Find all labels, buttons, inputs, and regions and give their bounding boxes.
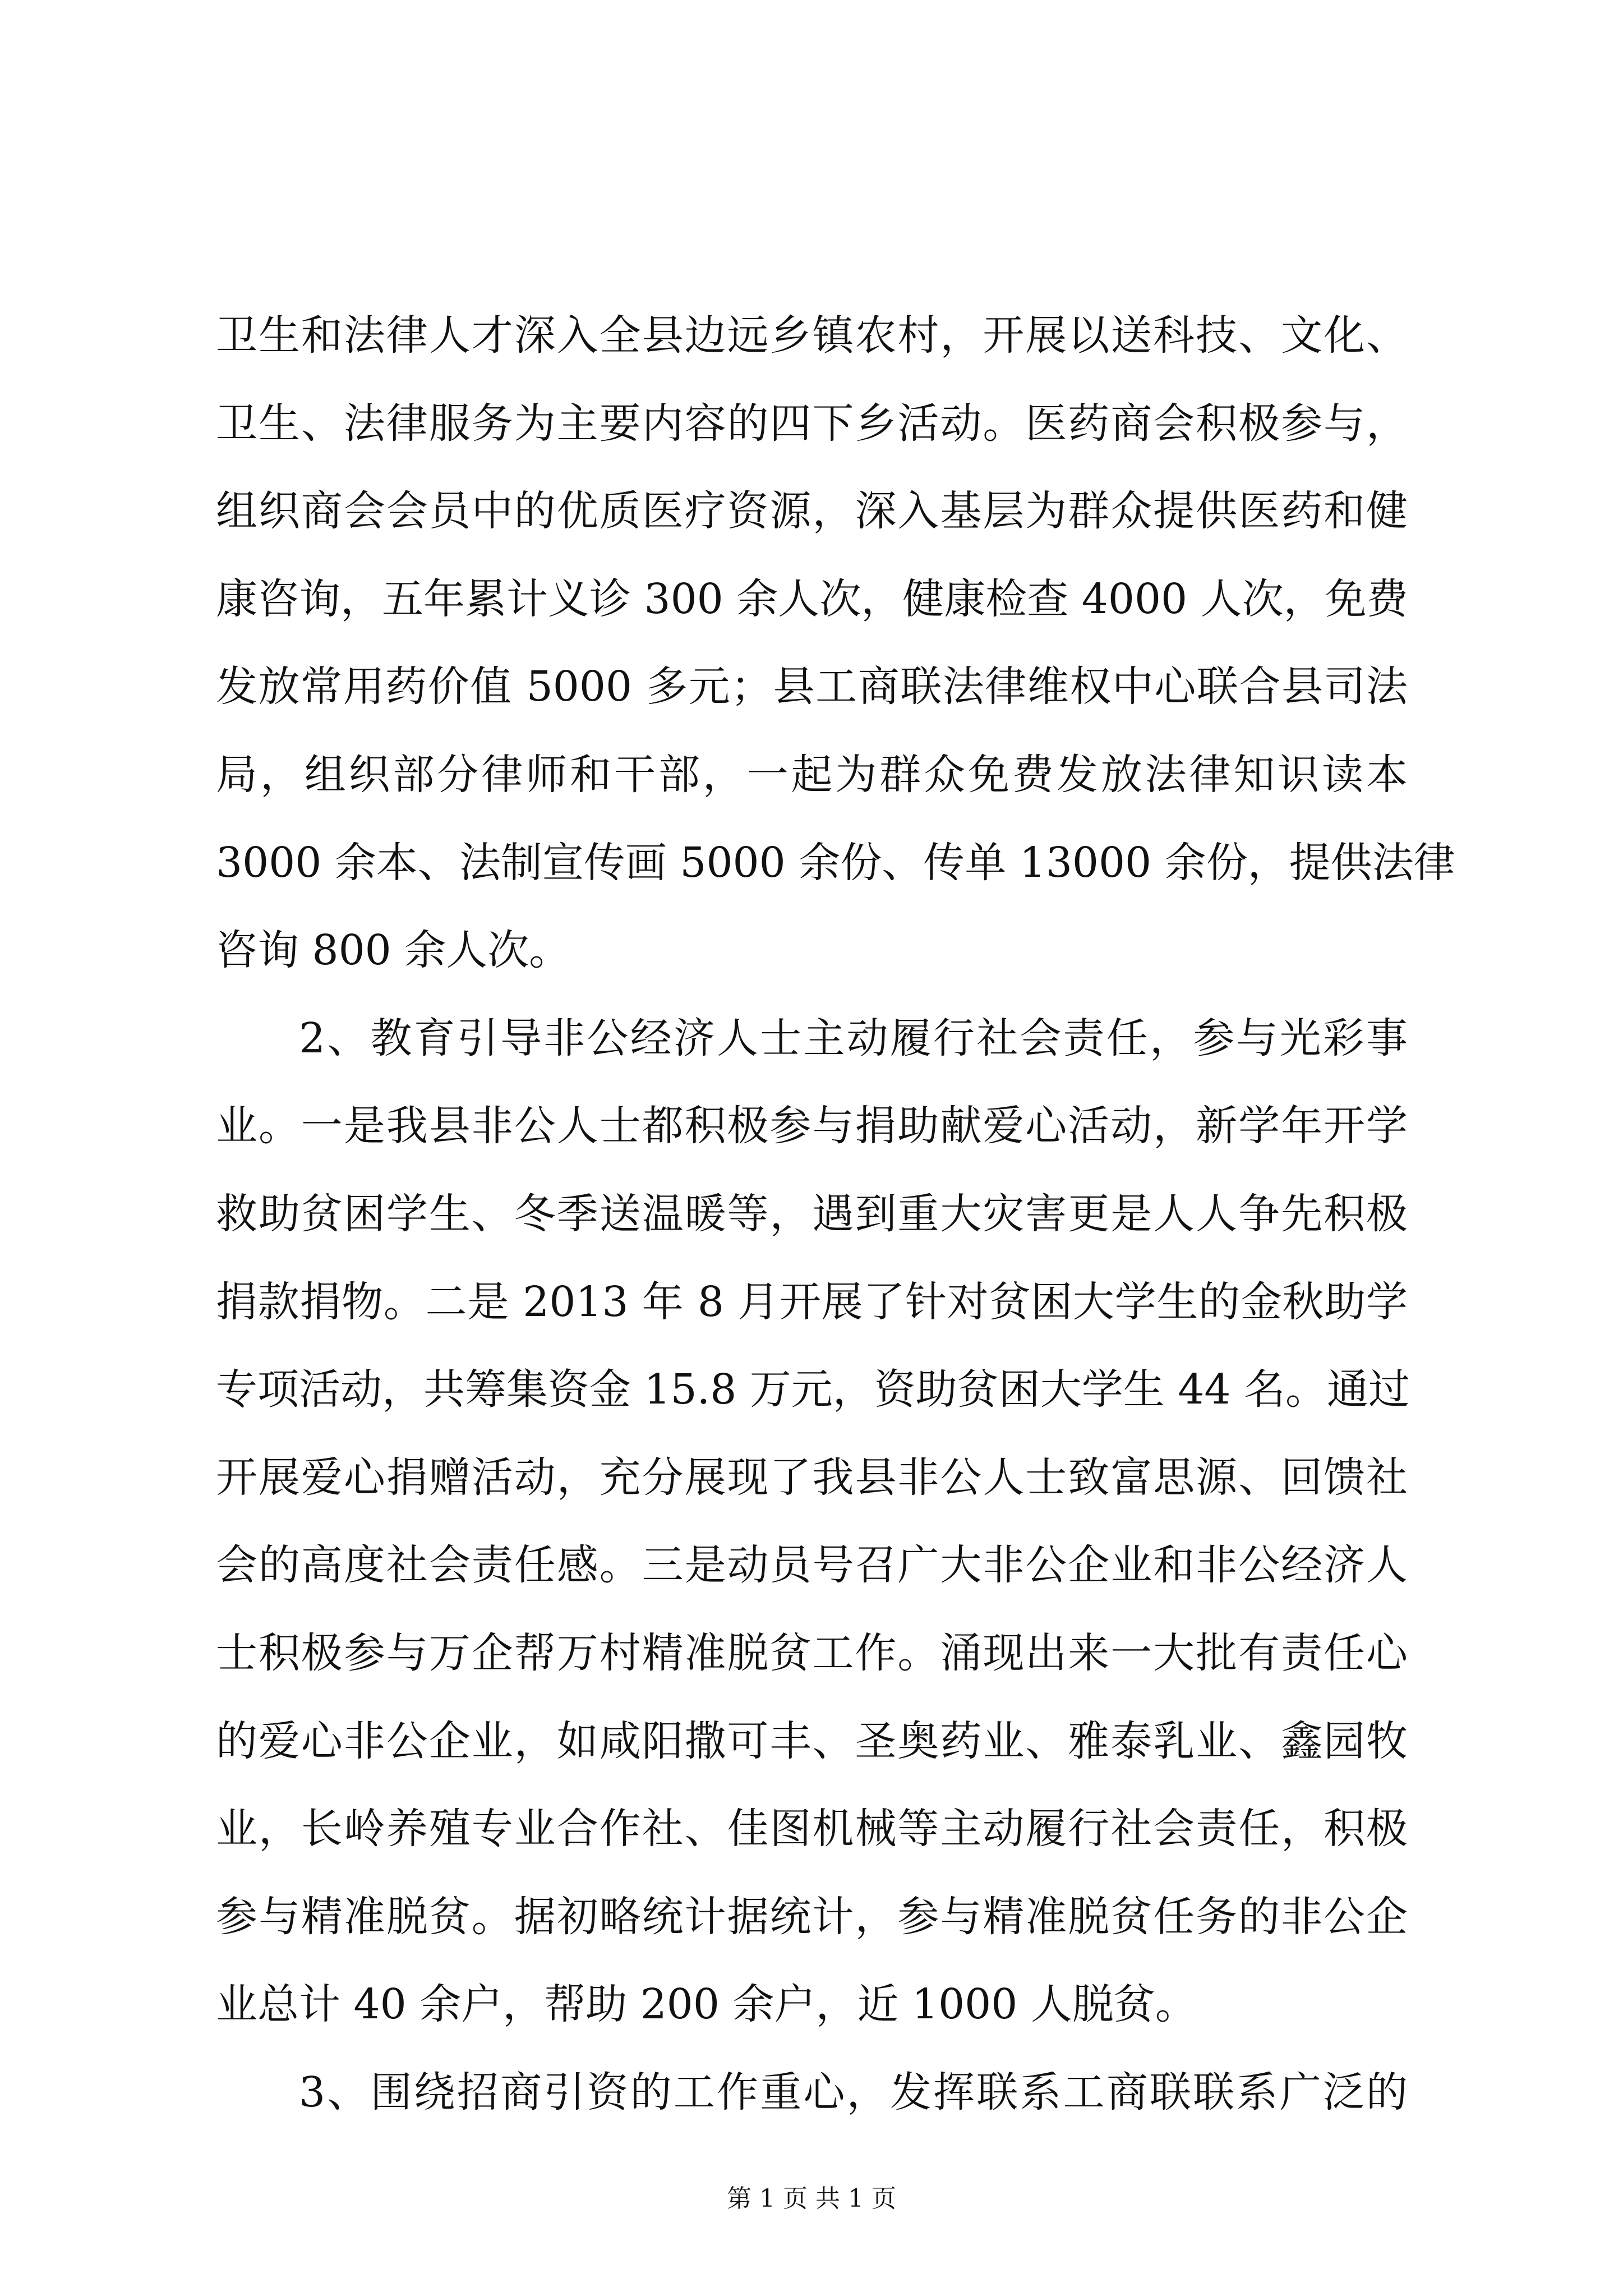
- page-footer: 第 1 页 共 1 页: [727, 2184, 896, 2213]
- text-line: 业总计 40 余户，帮助 200 余户，近 1000 人脱贫。: [216, 1980, 1197, 2029]
- text-line: 业。一是我县非公人士都积极参与捐助献爱心活动，新学年开学: [216, 1102, 1408, 1151]
- text-line: 会的高度社会责任感。三是动员号召广大非公企业和非公经济人: [216, 1541, 1408, 1590]
- text-line: 开展爱心捐赠活动，充分展现了我县非公人士致富思源、回馈社: [216, 1453, 1408, 1502]
- text-line: 参与精准脱贫。据初略统计据统计，参与精准脱贫任务的非公企: [216, 1892, 1408, 1941]
- document-body: [216, 292, 1455, 2136]
- paragraph-first-line: 3、围绕招商引资的工作重心，发挥联系工商联联系广泛的: [299, 2068, 1408, 2116]
- text-line: 卫生、法律服务为主要内容的四下乡活动。医药商会积极参与，: [216, 399, 1408, 448]
- text-line: 专项活动，共筹集资金 15.8 万元，资助贫困大学生 44 名。通过: [216, 1365, 1410, 1414]
- text-line: 3000 余本、法制宣传画 5000 余份、传单 13000 余份，提供法律: [216, 838, 1455, 887]
- text-line: 业，长岭养殖专业合作社、佳图机械等主动履行社会责任，积极: [216, 1805, 1408, 1853]
- text-line: 卫生和法律人才深入全县边远乡镇农村，开展以送科技、文化、: [216, 311, 1408, 360]
- text-line: 康咨询，五年累计义诊 300 余人次，健康检查 4000 人次，免费: [216, 574, 1408, 623]
- text-line: 发放常用药价值 5000 多元；县工商联法律维权中心联合县司法: [216, 662, 1408, 711]
- text-line: 咨询 800 余人次。: [216, 926, 571, 975]
- text-line: 捐款捐物。二是 2013 年 8 月开展了针对贫困大学生的金秋助学: [216, 1277, 1408, 1326]
- text-line: 组织商会会员中的优质医疗资源，深入基层为群众提供医药和健: [216, 487, 1408, 536]
- paragraph-first-line: 2、教育引导非公经济人士主动履行社会责任，参与光彩事: [299, 1014, 1408, 1062]
- text-line: 士积极参与万企帮万村精准脱贫工作。涌现出来一大批有责任心: [216, 1628, 1408, 1677]
- text-line: 局，组织部分律师和干部，一起为群众免费发放法律知识读本: [216, 750, 1408, 799]
- text-line: 救助贫困学生、冬季送温暖等，遇到重大灾害更是人人争先积极: [216, 1189, 1408, 1238]
- text-line: 的爱心非公企业，如咸阳撒可丰、圣奥药业、雅泰乳业、鑫园牧: [216, 1717, 1408, 1765]
